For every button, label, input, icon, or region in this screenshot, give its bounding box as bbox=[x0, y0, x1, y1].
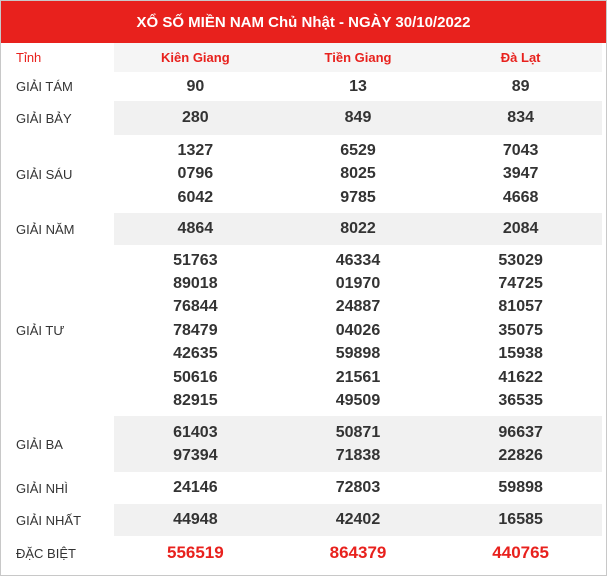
table-header-row bbox=[5, 43, 602, 72]
table-row bbox=[5, 504, 602, 536]
prize-number: 41622 bbox=[498, 368, 543, 386]
table-row bbox=[5, 536, 602, 570]
prize-numbers bbox=[439, 416, 602, 472]
prize-number: 0796 bbox=[177, 165, 214, 183]
prize-number: 89 bbox=[511, 77, 530, 95]
prize-number: 90 bbox=[186, 77, 205, 95]
table-row bbox=[5, 416, 602, 472]
prize-number: 81057 bbox=[498, 298, 543, 316]
prize-name: GIẢI NHÌ bbox=[16, 480, 69, 496]
prize-number: 15938 bbox=[498, 345, 543, 363]
prize-number: 82915 bbox=[173, 391, 218, 409]
prize-number: 7043 bbox=[502, 141, 539, 159]
prize-number: 50871 bbox=[335, 423, 381, 441]
prize-number: 4668 bbox=[502, 188, 539, 206]
prize-numbers bbox=[439, 101, 602, 135]
prize-number: 51763 bbox=[173, 251, 218, 269]
table-row bbox=[5, 135, 602, 213]
prize-number: 01970 bbox=[335, 275, 381, 293]
prize-numbers bbox=[277, 536, 440, 570]
prize-number: 71838 bbox=[335, 447, 381, 464]
prize-number: 13 bbox=[349, 77, 367, 95]
prize-name: GIẢI SÁU bbox=[16, 166, 73, 182]
prize-numbers bbox=[277, 101, 440, 135]
prize-number: 24887 bbox=[335, 298, 381, 316]
table-row bbox=[5, 245, 602, 416]
prize-name: GIẢI NHẤT bbox=[16, 512, 82, 528]
prize-numbers bbox=[277, 245, 440, 416]
prize-number: 76844 bbox=[173, 298, 218, 316]
prize-name: ĐẶC BIỆT bbox=[16, 545, 76, 561]
prize-number: 2084 bbox=[502, 220, 539, 238]
prize-number: 97394 bbox=[173, 447, 218, 464]
prize-numbers bbox=[114, 504, 277, 536]
prize-number: 864379 bbox=[329, 543, 387, 563]
prize-number: 78479 bbox=[173, 321, 218, 339]
prize-number: 53029 bbox=[498, 251, 543, 269]
table-row bbox=[5, 101, 602, 135]
prize-number: 1327 bbox=[177, 141, 214, 159]
prize-number: 6529 bbox=[340, 141, 376, 159]
prize-numbers bbox=[439, 504, 602, 536]
prize-numbers bbox=[277, 135, 440, 213]
prize-numbers bbox=[439, 472, 602, 504]
prize-number: 22826 bbox=[498, 447, 543, 464]
prize-number: 72803 bbox=[335, 479, 381, 497]
prize-numbers bbox=[114, 135, 277, 213]
table-row bbox=[5, 72, 602, 101]
province-name: Đà Lạt bbox=[439, 43, 602, 72]
prize-number: 440765 bbox=[492, 543, 550, 563]
prize-number: 59898 bbox=[498, 479, 543, 497]
prize-number: 556519 bbox=[166, 543, 224, 563]
prize-number: 9785 bbox=[340, 188, 376, 206]
prize-number: 96637 bbox=[498, 423, 543, 441]
prize-number: 8025 bbox=[340, 165, 376, 183]
prize-name: GIẢI TÁM bbox=[16, 79, 73, 94]
prize-numbers bbox=[277, 416, 440, 472]
prize-name: GIẢI NĂM bbox=[16, 221, 75, 237]
prize-numbers bbox=[439, 245, 602, 416]
prize-numbers bbox=[439, 135, 602, 213]
page-title: XỔ SỐ MIỀN NAM Chủ Nhật - NGÀY 30/10/2022 bbox=[1, 1, 606, 43]
prize-numbers bbox=[439, 536, 602, 570]
prize-number: 04026 bbox=[335, 321, 381, 339]
prize-numbers bbox=[439, 72, 602, 101]
province-name: Tiền Giang bbox=[277, 43, 440, 72]
prize-numbers bbox=[277, 213, 440, 245]
prize-number: 42635 bbox=[173, 345, 218, 363]
prize-number: 8022 bbox=[340, 220, 376, 238]
prize-number: 61403 bbox=[173, 423, 218, 441]
prize-numbers bbox=[114, 536, 277, 570]
prize-number: 59898 bbox=[335, 345, 381, 363]
prize-number: 4864 bbox=[177, 220, 214, 238]
prize-numbers bbox=[114, 416, 277, 472]
prize-numbers bbox=[277, 72, 440, 101]
prize-number: 42402 bbox=[335, 511, 381, 529]
prize-number: 50616 bbox=[173, 368, 218, 386]
prize-numbers bbox=[277, 472, 440, 504]
prize-numbers bbox=[114, 72, 277, 101]
prize-number: 46334 bbox=[335, 251, 381, 269]
prize-numbers bbox=[114, 213, 277, 245]
prize-number: 89018 bbox=[173, 275, 218, 293]
table-row bbox=[5, 213, 602, 245]
prize-number: 3947 bbox=[502, 165, 539, 183]
prize-number: 36535 bbox=[498, 391, 543, 409]
prize-number: 35075 bbox=[498, 321, 543, 339]
prize-number: 21561 bbox=[335, 368, 381, 386]
prize-number: 49509 bbox=[335, 391, 381, 409]
table-row bbox=[5, 472, 602, 504]
prize-name: GIẢI BA bbox=[16, 436, 63, 452]
prize-number: 24146 bbox=[173, 479, 218, 497]
prize-numbers bbox=[114, 245, 277, 416]
prize-number: 280 bbox=[182, 109, 209, 127]
prize-numbers bbox=[277, 504, 440, 536]
results-table bbox=[5, 43, 602, 570]
prize-number: 74725 bbox=[498, 275, 543, 293]
prize-numbers bbox=[439, 213, 602, 245]
prize-name: GIẢI BẢY bbox=[16, 110, 72, 126]
province-name: Kiên Giang bbox=[114, 43, 277, 72]
prize-numbers bbox=[114, 101, 277, 135]
prize-number: 834 bbox=[507, 109, 534, 127]
province-column-label: Tỉnh bbox=[5, 43, 114, 72]
prize-numbers bbox=[114, 472, 277, 504]
prize-number: 6042 bbox=[177, 188, 214, 206]
prize-number: 16585 bbox=[498, 511, 543, 529]
prize-name: GIẢI TƯ bbox=[16, 323, 65, 338]
prize-number: 849 bbox=[344, 109, 372, 127]
prize-number: 44948 bbox=[173, 511, 218, 529]
